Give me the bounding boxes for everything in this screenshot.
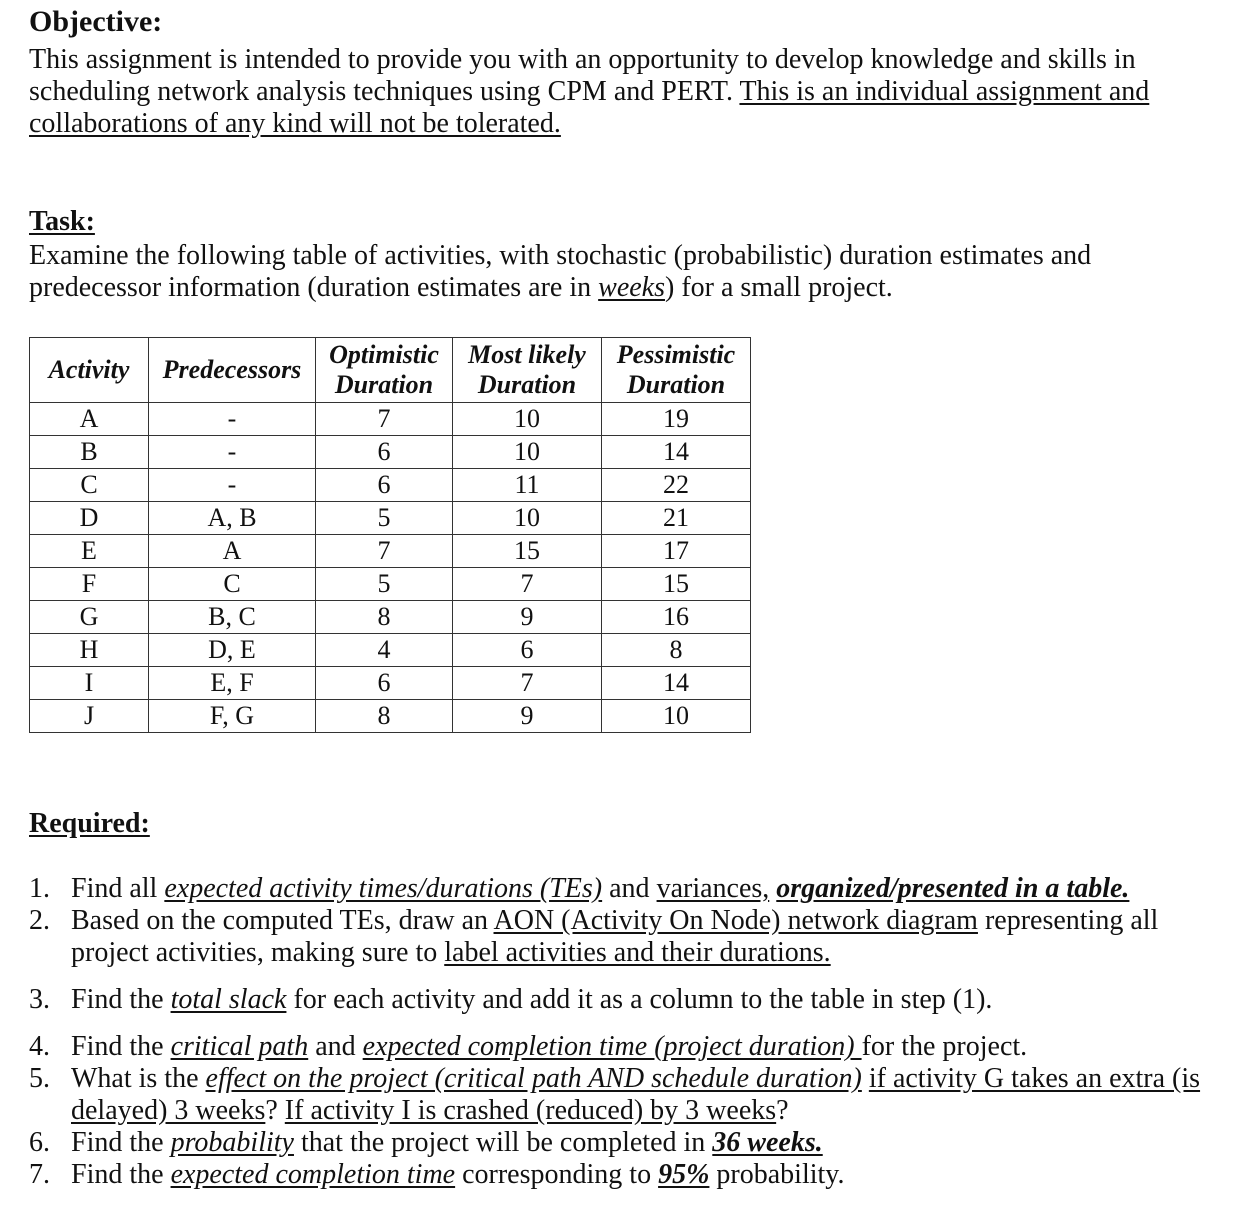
cell-activity: H bbox=[30, 634, 149, 667]
task-text-weeks: weeks bbox=[598, 272, 665, 303]
cell-most-likely: 7 bbox=[453, 568, 602, 601]
cell-predecessors: E, F bbox=[149, 667, 316, 700]
cell-activity: I bbox=[30, 667, 149, 700]
header-optimistic: Optimistic Duration bbox=[316, 338, 453, 403]
list-item: 5. What is the effect on the project (critical path AND schedule duration) if activity G takes an extra (is delayed) 3 weeks? If activity I is crashed (reduced) by 3 weeks? bbox=[29, 1063, 1201, 1126]
cell-pessimistic: 10 bbox=[602, 700, 751, 733]
cell-pessimistic: 14 bbox=[602, 667, 751, 700]
cell-optimistic: 7 bbox=[316, 535, 453, 568]
table-row bbox=[30, 700, 751, 733]
cell-most-likely: 10 bbox=[453, 502, 602, 535]
cell-optimistic: 6 bbox=[316, 469, 453, 502]
table-row bbox=[30, 601, 751, 634]
cell-most-likely: 11 bbox=[453, 469, 602, 502]
cell-activity: J bbox=[30, 700, 149, 733]
item-number: 6. bbox=[29, 1127, 50, 1158]
objective-paragraph bbox=[29, 44, 1219, 140]
item-number: 5. bbox=[29, 1063, 50, 1094]
cell-predecessors: B, C bbox=[149, 601, 316, 634]
cell-pessimistic: 19 bbox=[602, 403, 751, 436]
cell-optimistic: 5 bbox=[316, 502, 453, 535]
cell-predecessors: A, B bbox=[149, 502, 316, 535]
table-row bbox=[30, 535, 751, 568]
cell-pessimistic: 15 bbox=[602, 568, 751, 601]
table-row bbox=[30, 502, 751, 535]
cell-optimistic: 4 bbox=[316, 634, 453, 667]
cell-activity: C bbox=[30, 469, 149, 502]
cell-optimistic: 5 bbox=[316, 568, 453, 601]
cell-optimistic: 8 bbox=[316, 700, 453, 733]
table-row bbox=[30, 469, 751, 502]
task-text-before: Examine the following table of activities, with stochastic (probabilistic) duration estimates and predecessor information (duration estimates are in bbox=[29, 240, 1092, 303]
item-number: 1. bbox=[29, 873, 50, 904]
item-number: 2. bbox=[29, 905, 50, 936]
table-row bbox=[30, 436, 751, 469]
cell-activity: F bbox=[30, 568, 149, 601]
cell-most-likely: 10 bbox=[453, 436, 602, 469]
cell-predecessors: D, E bbox=[149, 634, 316, 667]
cell-predecessors: C bbox=[149, 568, 316, 601]
objective-heading: Objective: bbox=[29, 5, 163, 38]
table-row bbox=[30, 667, 751, 700]
item-number: 7. bbox=[29, 1159, 50, 1190]
required-list bbox=[29, 873, 1224, 1191]
header-predecessors: Predecessors bbox=[149, 338, 316, 403]
cell-pessimistic: 16 bbox=[602, 601, 751, 634]
task-paragraph bbox=[29, 240, 1219, 304]
list-item: 7. Find the expected completion time corresponding to 95% probability. bbox=[29, 1159, 845, 1190]
table-header-row bbox=[30, 338, 751, 403]
cell-most-likely: 15 bbox=[453, 535, 602, 568]
table-row bbox=[30, 403, 751, 436]
cell-most-likely: 10 bbox=[453, 403, 602, 436]
required-heading: Required: bbox=[29, 808, 150, 839]
cell-optimistic: 8 bbox=[316, 601, 453, 634]
cell-pessimistic: 14 bbox=[602, 436, 751, 469]
cell-activity: G bbox=[30, 601, 149, 634]
table-row bbox=[30, 634, 751, 667]
cell-predecessors: F, G bbox=[149, 700, 316, 733]
cell-activity: A bbox=[30, 403, 149, 436]
cell-pessimistic: 17 bbox=[602, 535, 751, 568]
header-pessimistic: Pessimistic Duration bbox=[602, 338, 751, 403]
task-text-after: ) for a small project. bbox=[665, 272, 893, 303]
header-most-likely: Most likely Duration bbox=[453, 338, 602, 403]
cell-activity: D bbox=[30, 502, 149, 535]
table-row bbox=[30, 568, 751, 601]
cell-activity: B bbox=[30, 436, 149, 469]
cell-optimistic: 7 bbox=[316, 403, 453, 436]
cell-activity: E bbox=[30, 535, 149, 568]
list-item: 3. Find the total slack for each activity and add it as a column to the table in step (1). bbox=[29, 984, 993, 1015]
cell-pessimistic: 21 bbox=[602, 502, 751, 535]
cell-pessimistic: 22 bbox=[602, 469, 751, 502]
list-item: 6. Find the probability that the project will be completed in 36 weeks. bbox=[29, 1127, 823, 1158]
cell-most-likely: 6 bbox=[453, 634, 602, 667]
cell-most-likely: 9 bbox=[453, 700, 602, 733]
task-heading: Task: bbox=[29, 206, 95, 237]
list-item: 4. Find the critical path and expected completion time (project duration) for the project. bbox=[29, 1031, 1028, 1062]
cell-predecessors: A bbox=[149, 535, 316, 568]
item-number: 3. bbox=[29, 984, 50, 1015]
cell-most-likely: 7 bbox=[453, 667, 602, 700]
cell-optimistic: 6 bbox=[316, 667, 453, 700]
activity-table bbox=[29, 337, 751, 733]
list-item: 2. Based on the computed TEs, draw an AON (Activity On Node) network diagram representing all project activities, making sure to label activities and their durations. bbox=[29, 905, 1159, 968]
cell-predecessors: - bbox=[149, 469, 316, 502]
cell-predecessors: - bbox=[149, 403, 316, 436]
item-number: 4. bbox=[29, 1031, 50, 1062]
cell-optimistic: 6 bbox=[316, 436, 453, 469]
cell-most-likely: 9 bbox=[453, 601, 602, 634]
header-activity: Activity bbox=[30, 338, 149, 403]
objective-text: This assignment is intended to provide you with an opportunity to develop knowledge and skills in scheduling network analysis techniques using CPM and PERT. bbox=[29, 44, 1136, 107]
objective-warning: This is an individual assignment and collaborations of any kind will not be tolerated. bbox=[29, 76, 1150, 139]
list-item: 1. Find all expected activity times/durations (TEs) and variances, organized/presented in a table. bbox=[29, 873, 1130, 904]
cell-predecessors: - bbox=[149, 436, 316, 469]
cell-pessimistic: 8 bbox=[602, 634, 751, 667]
